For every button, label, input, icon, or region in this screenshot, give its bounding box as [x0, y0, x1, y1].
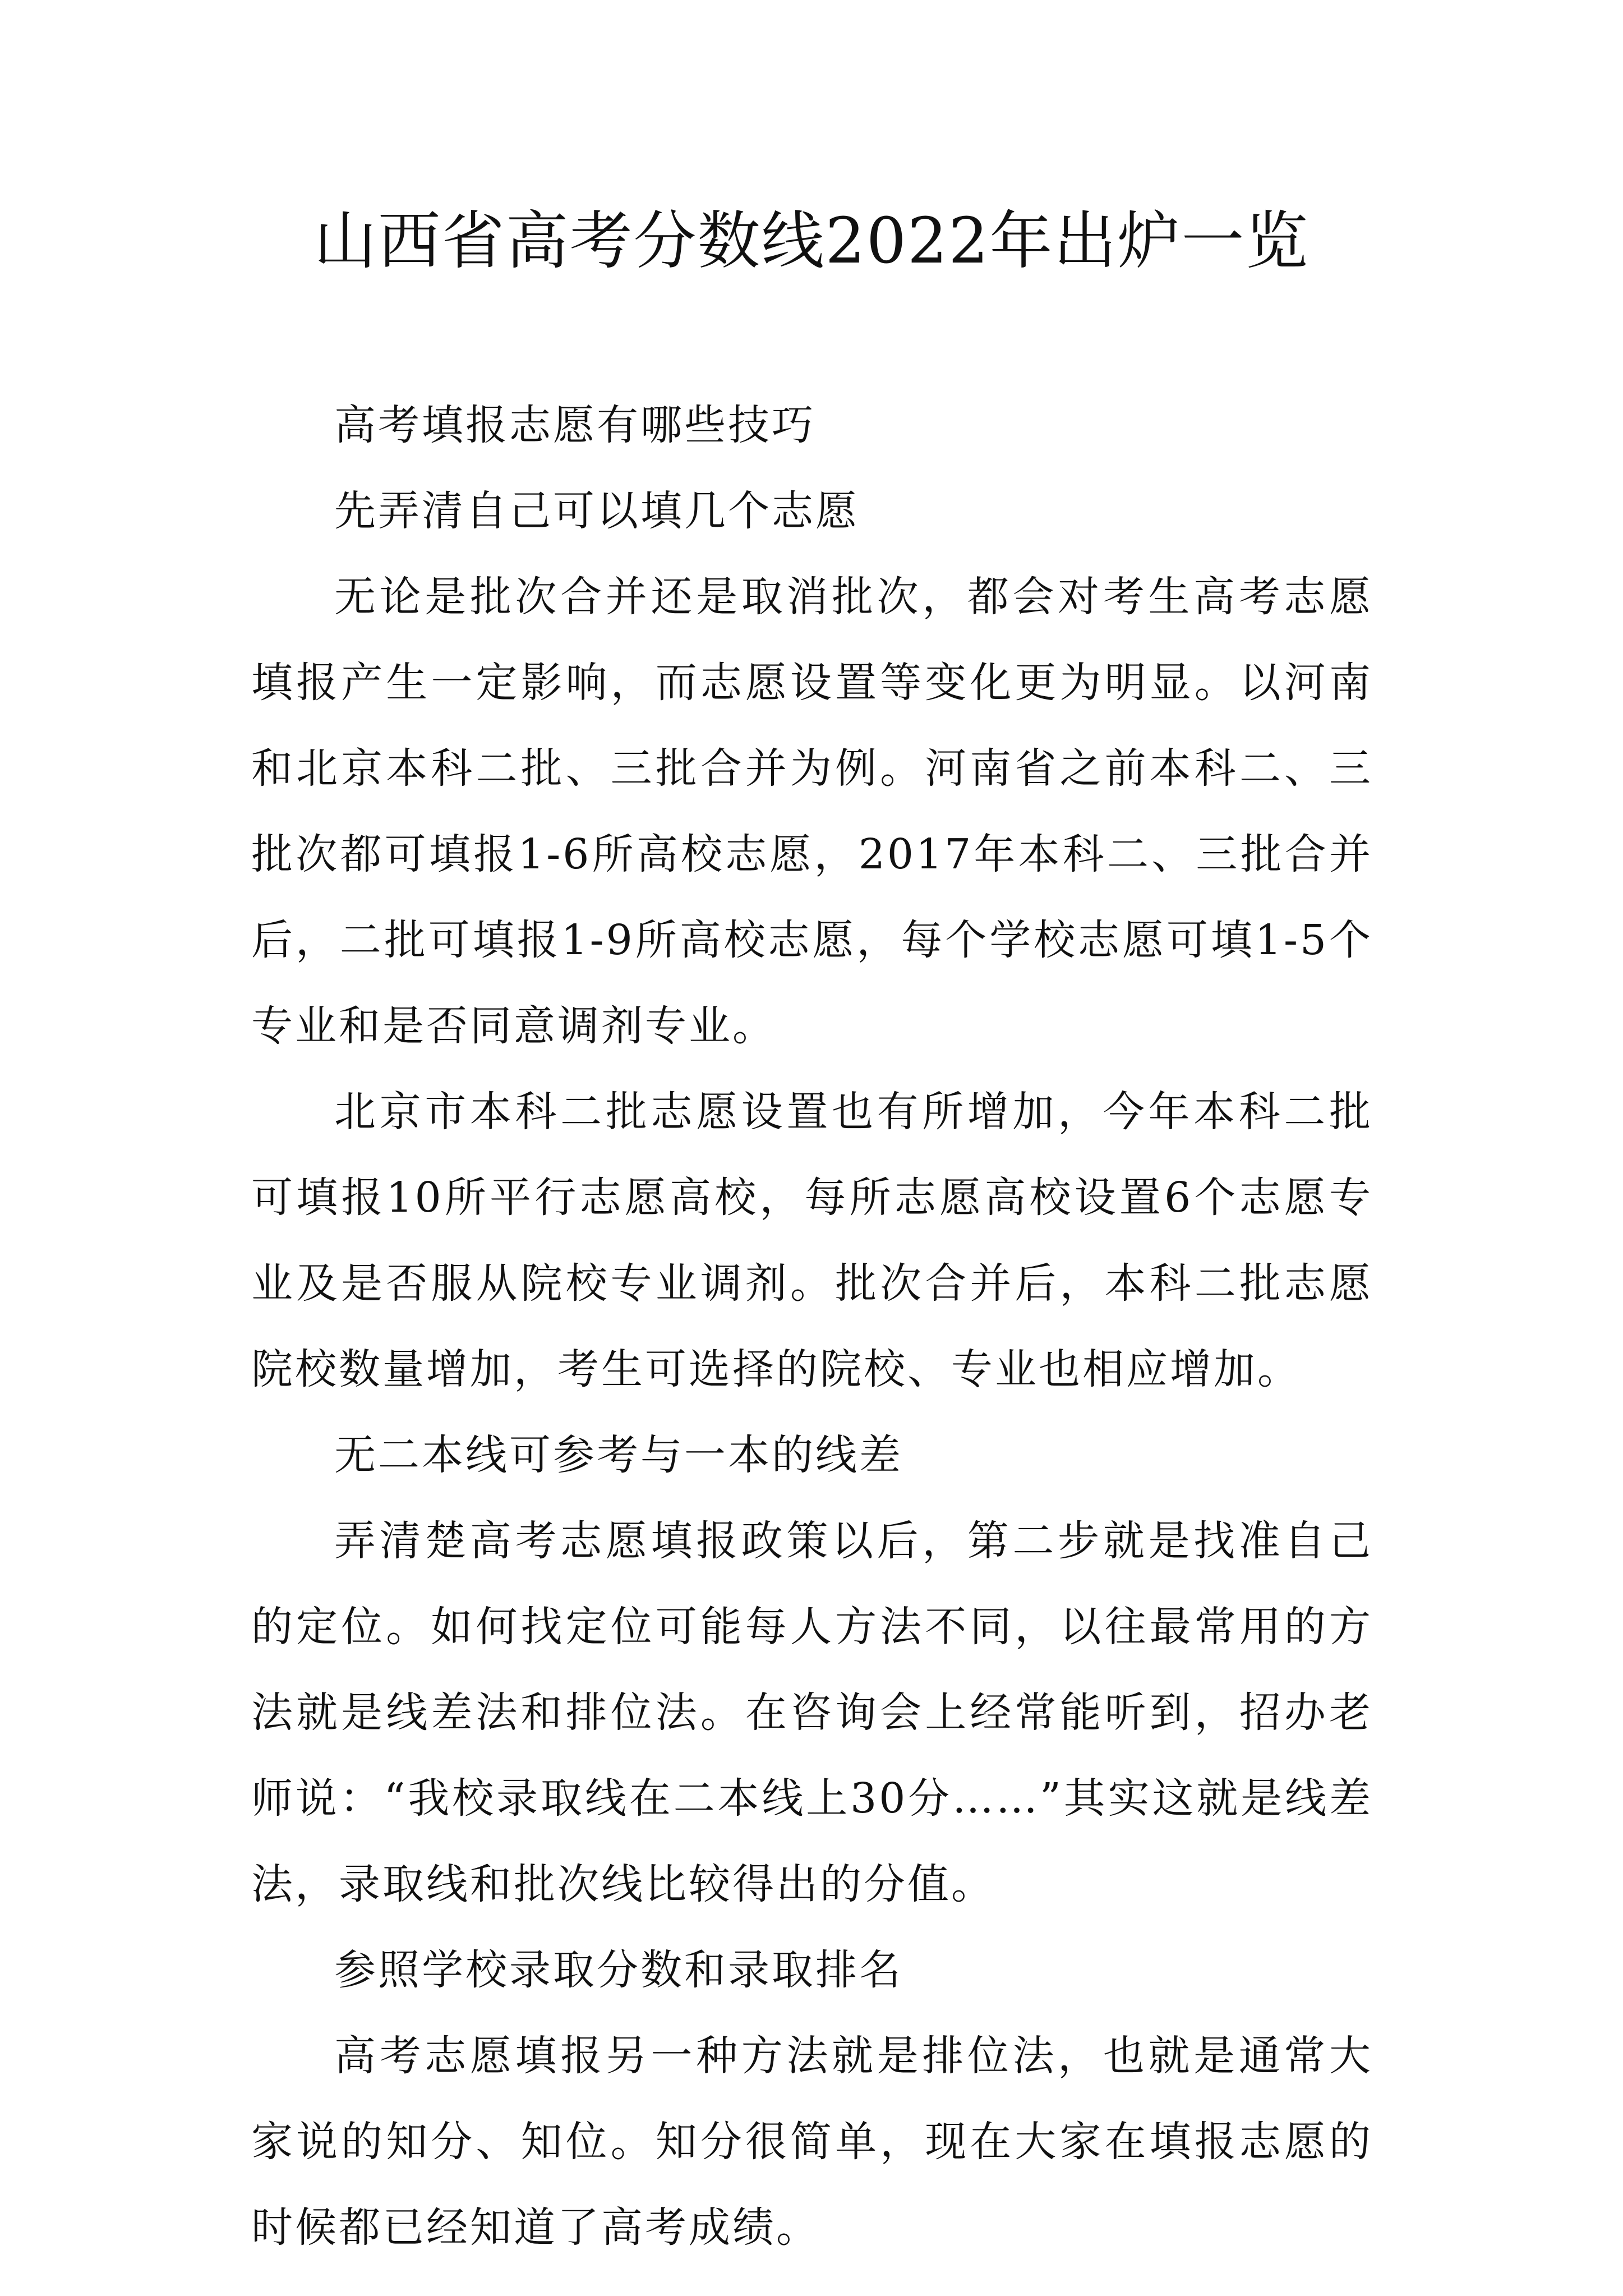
section-heading: 参照学校录取分数和录取排名 [334, 1946, 903, 1994]
body-paragraph: 北京市本科二批志愿设置也有所增加，今年本科二批可填报10所平行志愿高校，每所志愿高校设置6个志愿专业及是否服从院校专业调剂。批次合并后，本科二批志愿院校数量增加，考生可选择的院校、专业也相应增加。 [251, 1088, 1373, 1393]
section-heading: 先弄清自己可以填几个志愿 [334, 487, 859, 535]
body-paragraph: 弄清楚高考志愿填报政策以后，第二步就是找准自己的定位。如何找定位可能每人方法不同，以往最常用的方法就是线差法和排位法。在咨询会上经常能听到，招办老师说：“我校录取线在二本线上30分……”其实这就是线差法，录取线和批次线比较得出的分值。 [251, 1517, 1373, 1908]
document-title: 山西省高考分数线2022年出炉一览 [313, 205, 1310, 278]
section-heading: 无二本线可参考与一本的线差 [334, 1431, 903, 1479]
section-heading: 高考填报志愿有哪些技巧 [334, 401, 815, 449]
body-paragraph: 高考志愿填报另一种方法就是排位法，也就是通常大家说的知分、知位。知分很简单，现在大家在填报志愿的时候都已经知道了高考成绩。 [251, 2032, 1373, 2252]
document-body [251, 383, 1373, 2271]
body-paragraph: 无论是批次合并还是取消批次，都会对考生高考志愿填报产生一定影响，而志愿设置等变化更为明显。以河南和北京本科二批、三批合并为例。河南省之前本科二、三批次都可填报1-6所高校志愿，2017年本科二、三批合并后，二批可填报1-9所高校志愿，每个学校志愿可填1-5个专业和是否同意调剂专业。 [251, 573, 1373, 1050]
